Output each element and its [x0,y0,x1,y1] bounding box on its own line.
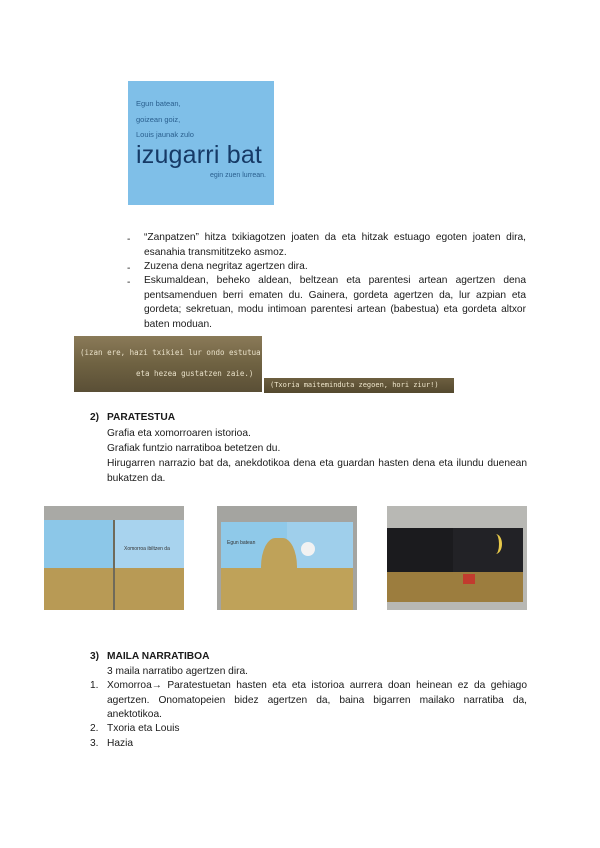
numbered-item-number: 2. [90,723,99,734]
section-2-line-1: Grafia eta xomorroaren istorioa. [107,428,251,439]
book-photo-3 [387,506,527,610]
book-cover-image [128,81,274,205]
bullet-dash: - [127,277,131,288]
numbered-item-number: 1. [90,680,99,691]
handwritten-line: (Txoria maiteminduta zegoen, hori ziur!) [270,381,439,389]
section-3-title: MAILA NARRATIBOA [107,651,210,662]
section-2-title: PARATESTUA [107,412,176,423]
handwritten-line-1: (izan ere, hazi txikiei lur ondo estutua [80,348,261,357]
photo-2-caption: Egun batean [227,540,256,546]
numbered-item: Hazia [107,738,134,749]
section-3-number: 3) [90,651,100,662]
cover-big-text: izugarri bat [136,141,263,169]
bullet-dash: - [127,263,131,274]
book-photo-1 [44,506,184,610]
book-photo-2 [217,506,357,610]
section-3-intro: 3 maila narratibo agertzen dira. [107,666,249,677]
handwritten-image-1 [74,336,262,392]
numbered-item: Xomorroa→ Paratestuetan hasten eta eta istorioa aurrera doan heinean ez da gehiago agertzen. Onomatopeien bidez agertzen da, baina bigarren mailako narratiba da, anektotikoa. [107,680,527,720]
bullet-dash: - [127,234,131,245]
cover-tail-text: egin zuen lurrean. [209,172,266,179]
cover-line-1: Egun batean, [136,99,181,108]
photo-1-caption: Xomorroa ibiltzen da [124,546,170,552]
cover-line-3: Louis jaunak zulo [136,130,194,139]
section-2-number: 2) [90,412,100,423]
section-2-line-3: Hirugarren narrazio bat da, anekdotikoa dena eta guardan hasten dena eta ilundu duenean bukatzen da. [107,458,527,484]
cover-line-2: goizean goiz, [136,115,181,124]
bullet-item: Zuzena dena negritaz agertzen dira. [144,261,308,272]
bullet-item: Eskumaldean, beheko aldean, beltzean eta parentesi artean agertzen dena pentsamenduen berri ematen du. Gainera, gordeta agertzen da, lur azpian eta gordeta; sekretuan, modu intimoan parentesi artean (babestua) eta gordeta altxor baten moduan. [144,275,526,330]
handwritten-line-2: eta hezea gustatzen zaie.) [136,369,254,378]
numbered-item-number: 3. [90,738,99,749]
handwritten-image-2 [264,378,454,393]
section-2-line-2: Grafiak funtzio narratiboa betetzen du. [107,443,281,454]
bullet-item: “Zanpatzen” hitza txikiagotzen joaten da eta hitzak estuago egoten joaten dira, esanahia transmititzeko asmoz. [144,232,526,258]
numbered-item: Txoria eta Louis [107,723,180,734]
